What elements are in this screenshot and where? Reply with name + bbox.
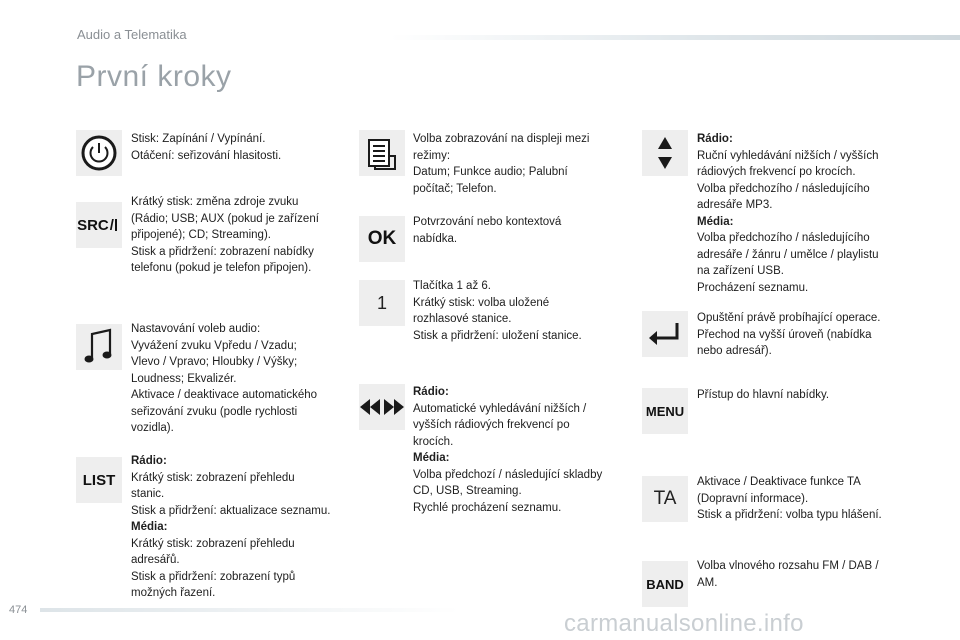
page-number: 474 [9, 604, 28, 616]
seek-description: Rádio: Automatické vyhledávání nižších / vyšších rádiových frekvencí po krocích. Média: Volba předchozí / následující skladby CD, USB, Streaming. Rychlé procházení seznamu. [413, 386, 603, 514]
page-title: První kroky [76, 60, 232, 93]
up-down-arrows-icon [642, 130, 688, 176]
back-arrow-icon [642, 311, 688, 357]
band-description: Volba vlnového rozsahu FM / DAB / AM. [697, 560, 879, 589]
audio-description: Nastavování voleb audio: Vyvážení zvuku Vpředu / Vzadu; Vlevo / Vpravo; Hloubky / Výšky; Loudness; Ekvalizér. Aktivace / deaktivace automatického seřizování zvuku (podle rychlosti vozidla). [131, 323, 318, 434]
src-description: Krátký stisk: změna zdroje zvuku (Rádio; USB; AUX (pokud je zařízení připojené); CD; Streaming). Stisk a přidržení: zobrazení nabídky telefonu (pokud je telefon připojen). [131, 196, 319, 274]
list-button-icon: LIST [76, 457, 122, 503]
music-note-icon [76, 324, 122, 370]
back-description: Opuštění právě probíhající operace. Přechod na vyšší úroveň (nabídka nebo adresář). [697, 312, 881, 357]
menu-description: Přístup do hlavní nabídky. [697, 389, 830, 401]
preset-description: Tlačítka 1 až 6. Krátký stisk: volba uložené rozhlasové stanice. Stisk a přidržení: uložení stanice. [413, 280, 582, 342]
ta-description: Aktivace / Deaktivace funkce TA (Dopravní informace). Stisk a přidržení: volba typu hlášení. [697, 476, 882, 521]
watermark: carmanualsonline.info [564, 610, 804, 637]
display-description: Volba zobrazování na displeji mezi režimy: Datum; Funkce audio; Palubní počítač; Telefon. [413, 133, 590, 195]
updown-description: Rádio: Ruční vyhledávání nižších / vyšších rádiových frekvencí po krocích. Volba předchozího / následujícího adresáře MP3. Média: Volba předchozího / následujícího adresáře / žánru / umělce / playlistu na zařízení USB. Procházení seznamu. [697, 133, 879, 294]
src-button-icon: SRC / [76, 202, 122, 248]
ok-description: Potvrzování nebo kontextová nabídka. [413, 216, 562, 245]
list-description: Rádio: Krátký stisk: zobrazení přehledu stanic. Stisk a přidržení: aktualizace seznamu. Média: Krátký stisk: zobrazení přehledu adresářů. Stisk a přidržení: zobrazení typů možných řazení. [131, 455, 331, 599]
power-description: Stisk: Zapínání / Vypínání. Otáčení: seřizování hlasitosti. [131, 133, 282, 162]
preset-button-icon: 1 [359, 280, 405, 326]
header-rule [390, 35, 960, 40]
ta-button-icon: TA [642, 476, 688, 522]
band-button-icon: BAND [642, 561, 688, 607]
footer-rule [40, 608, 460, 612]
menu-button-icon: MENU [642, 388, 688, 434]
display-mode-icon [359, 130, 405, 176]
ok-button-icon: OK [359, 216, 405, 262]
section-header: Audio a Telematika [77, 27, 187, 42]
seek-arrows-icon [359, 384, 405, 430]
power-knob-icon [76, 130, 122, 176]
